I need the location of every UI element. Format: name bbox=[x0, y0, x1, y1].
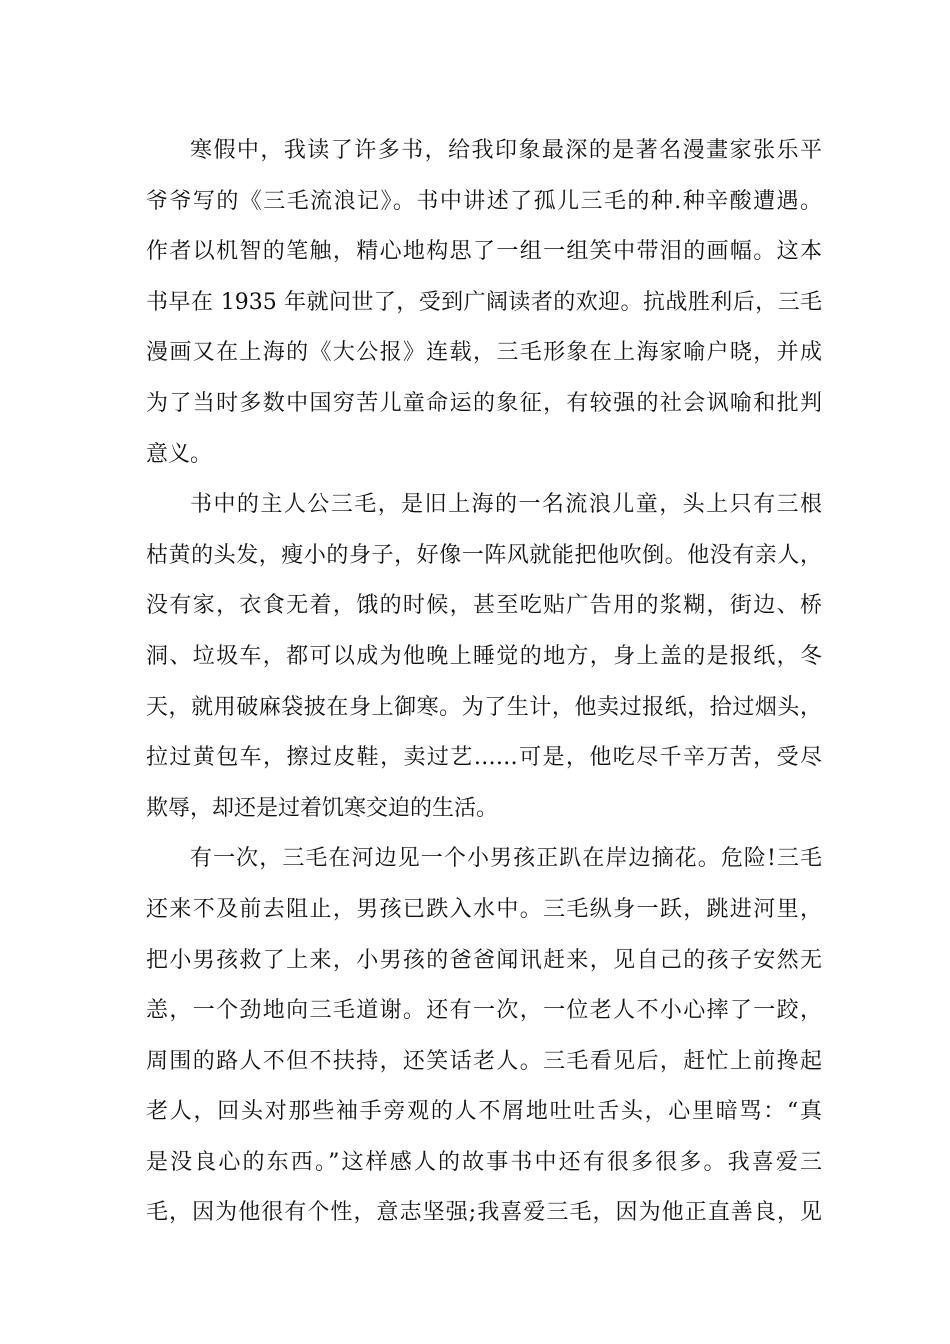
paragraph-2-line-1: 书中的主人公三毛，是旧上海的一名流浪儿童，头上只有三根 bbox=[190, 492, 822, 518]
paragraph-1-line-7: 意义。 bbox=[146, 441, 213, 467]
paragraph-3-line-8: 毛，因为他很有个性，意志坚强;我喜爱三毛，因为他正直善良，见 bbox=[146, 1200, 822, 1226]
paragraph-3-line-1: 有一次，三毛在河边见一个小男孩正趴在岸边摘花。危险!三毛 bbox=[190, 846, 822, 872]
paragraph-1-line-1: 寒假中，我读了许多书，给我印象最深的是著名漫畫家张乐平 bbox=[190, 138, 822, 163]
paragraph-1-line-4: 书早在 1935 年就问世了，受到广阔读者的欢迎。抗战胜利后，三毛 bbox=[146, 289, 822, 315]
paragraph-1-line-2: 爷爷写的《三毛流浪记》。书中讲述了孤儿三毛的种.种辛酸遭遇。 bbox=[146, 188, 822, 214]
paragraph-3-line-4: 恙，一个劲地向三毛道谢。还有一次，一位老人不小心摔了一跤， bbox=[146, 998, 822, 1024]
paragraph-3-line-6: 老人，回头对那些袖手旁观的人不屑地吐吐舌头，心里暗骂：“真 bbox=[146, 1099, 822, 1125]
paragraph-2-line-3: 没有家，衣食无着，饿的时候，甚至吃贴广告用的浆糊，街边、桥 bbox=[146, 593, 822, 619]
paragraph-1-line-6: 为了当时多数中国穷苦儿童命运的象征，有较强的社会讽喻和批判 bbox=[146, 390, 822, 416]
paragraph-2-line-6: 拉过黄包车，擦过皮鞋，卖过艺……可是，他吃尽千辛万苦，受尽 bbox=[146, 745, 822, 771]
paragraph-3-line-5: 周围的路人不但不扶持，还笑话老人。三毛看见后，赶忙上前搀起 bbox=[146, 1048, 822, 1074]
paragraph-1-line-3: 作者以机智的笔触，精心地构思了一组一组笑中带泪的画幅。这本 bbox=[146, 239, 822, 265]
paragraph-2-line-5: 天，就用破麻袋披在身上御寒。为了生计，他卖过报纸，拾过烟头， bbox=[146, 694, 822, 720]
paragraph-2-line-4: 洞、垃圾车，都可以成为他晚上睡觉的地方，身上盖的是报纸，冬 bbox=[146, 643, 822, 669]
paragraph-3-line-7: 是没良心的东西。”这样感人的故事书中还有很多很多。我喜爱三 bbox=[146, 1149, 822, 1175]
paragraph-2-line-7: 欺辱，却还是过着饥寒交迫的生活。 bbox=[146, 795, 499, 821]
document-body bbox=[146, 126, 822, 1239]
paragraph-3-line-3: 把小男孩救了上来，小男孩的爸爸闻讯赶来，见自己的孩子安然无 bbox=[146, 947, 822, 973]
paragraph-3-line-2: 还来不及前去阻止，男孩已跌入水中。三毛纵身一跃，跳进河里， bbox=[146, 896, 822, 922]
paragraph-2-line-2: 枯黄的头发，瘦小的身子，好像一阵风就能把他吹倒。他没有亲人， bbox=[146, 542, 822, 568]
paragraph-1-line-5: 漫画又在上海的《大公报》连载，三毛形象在上海家喻户晓，并成 bbox=[146, 340, 822, 366]
